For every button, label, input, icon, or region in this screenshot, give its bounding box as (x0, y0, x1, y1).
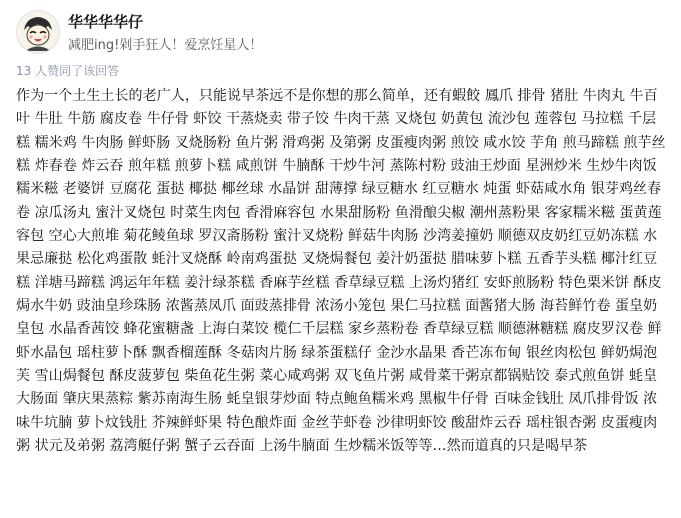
avatar-cartoon-icon (17, 11, 59, 53)
author-bio: 减肥ing!剁手狂人！爱烹饪星人！ (68, 38, 263, 53)
answer-body: 作为一个土生土长的老广人，只能说早茶远不是你想的那么简单，还有蝦餃 鳳爪 排骨 猪肚 牛肉丸 牛百叶 牛肚 牛筋 腐皮卷 牛仔骨 虾饺 干蒸烧卖 带子饺 牛肉干蒸 叉烧包 奶黄包 流沙包 莲蓉包 马拉糕 千层糕 糯米鸡 牛肉肠 鲜虾肠 叉烧肠粉 鱼片粥 滑鸡粥 及第粥 皮蛋瘦肉粥 煎饺 咸水饺 芋角 煎马蹄糕 煎芋丝糕 炸春卷 炸云吞 煎年糕 煎萝卜糕 咸煎饼 牛腩酥 干炒牛河 蒸陈村粉 豉油王炒面 星洲炒米 生炒牛肉饭 糯米糍 老婆饼 豆腐花 蛋挞 椰挞 椰丝球 水晶饼 甜薄撑 绿豆糖水 红豆糖水 炖蛋 虾菇咸水角 银芽鸡丝春卷 凉瓜汤丸 蜜汁叉烧包 时菜生肉包 香滑麻容包 水果甜肠粉 鱼滑酿尖椒 潮州蒸粉果 客家糯米糍 蛋黄莲容包 空心大煎堆 菊花鲮鱼球 罗汉斋肠粉 蜜汁叉烧粉 鲜菇牛肉肠 沙湾姜撞奶 顺德双皮奶红豆奶冻糕 水果忌廉挞 松化鸡蛋散 蚝汁叉烧酥 岭南鸡蛋挞 叉烧焗餐包 姜汁奶蛋挞 腊味萝卜糕 五香芋头糕 椰汁红豆糕 洋塘马蹄糕 鸿运年年糕 姜汁绿茶糕 香麻芋丝糕 香草绿豆糕 上汤灼猪红 安虾煎肠粉 特色栗米饼 酥皮焗水牛奶 豉油皇珍珠肠 浓酱蒸凤爪 面豉蒸排骨 浓汤小笼包 果仁马拉糕 面酱猪大肠 海苔鲜竹卷 蛋皇奶皇包 水晶香茜饺 蜂花蜜糖盏 上海白菜饺 榄仁千层糕 家乡蒸粉卷 香草绿豆糕 顺德淋糖糕 腐皮罗汉卷 鲜虾水晶包 瑶柱萝卜酥 飘香榴莲酥 冬菇肉片肠 绿茶蛋糕仔 金沙水晶果 香芒冻布甸 银丝肉松包 鲜奶焗泡芙 雪山焗餐包 酥皮菠萝包 柴鱼花生粥 菜心咸鸡粥 双飞鱼片粥 咸骨菜干粥京都锅贴饺 泰式煎鱼饼 蚝皇大肠面 肇庆果蒸粽 紫苏南海生肠 蚝皇银芽炒面 特点鲍鱼糯米鸡 黑椒牛仔骨 百味金钱肚 凤爪排骨饭 浓味牛坑腩 萝卜炆钱肚 芥辣鲜虾果 特色酿炸面 金丝芋虾卷 沙律明虾饺 酸甜炸云吞 瑶柱银杏粥 皮蛋瘦肉粥 状元及弟粥 荔湾艇仔粥 蟹子云吞面 上汤牛腩面 生炒糯米饭等等…然而道真的只是喝早茶 (16, 88, 666, 455)
vote-count: 13 人赞同了该回答 (16, 64, 120, 78)
avatar[interactable] (16, 10, 60, 54)
author-name[interactable]: 华华华华仔 (68, 13, 144, 31)
